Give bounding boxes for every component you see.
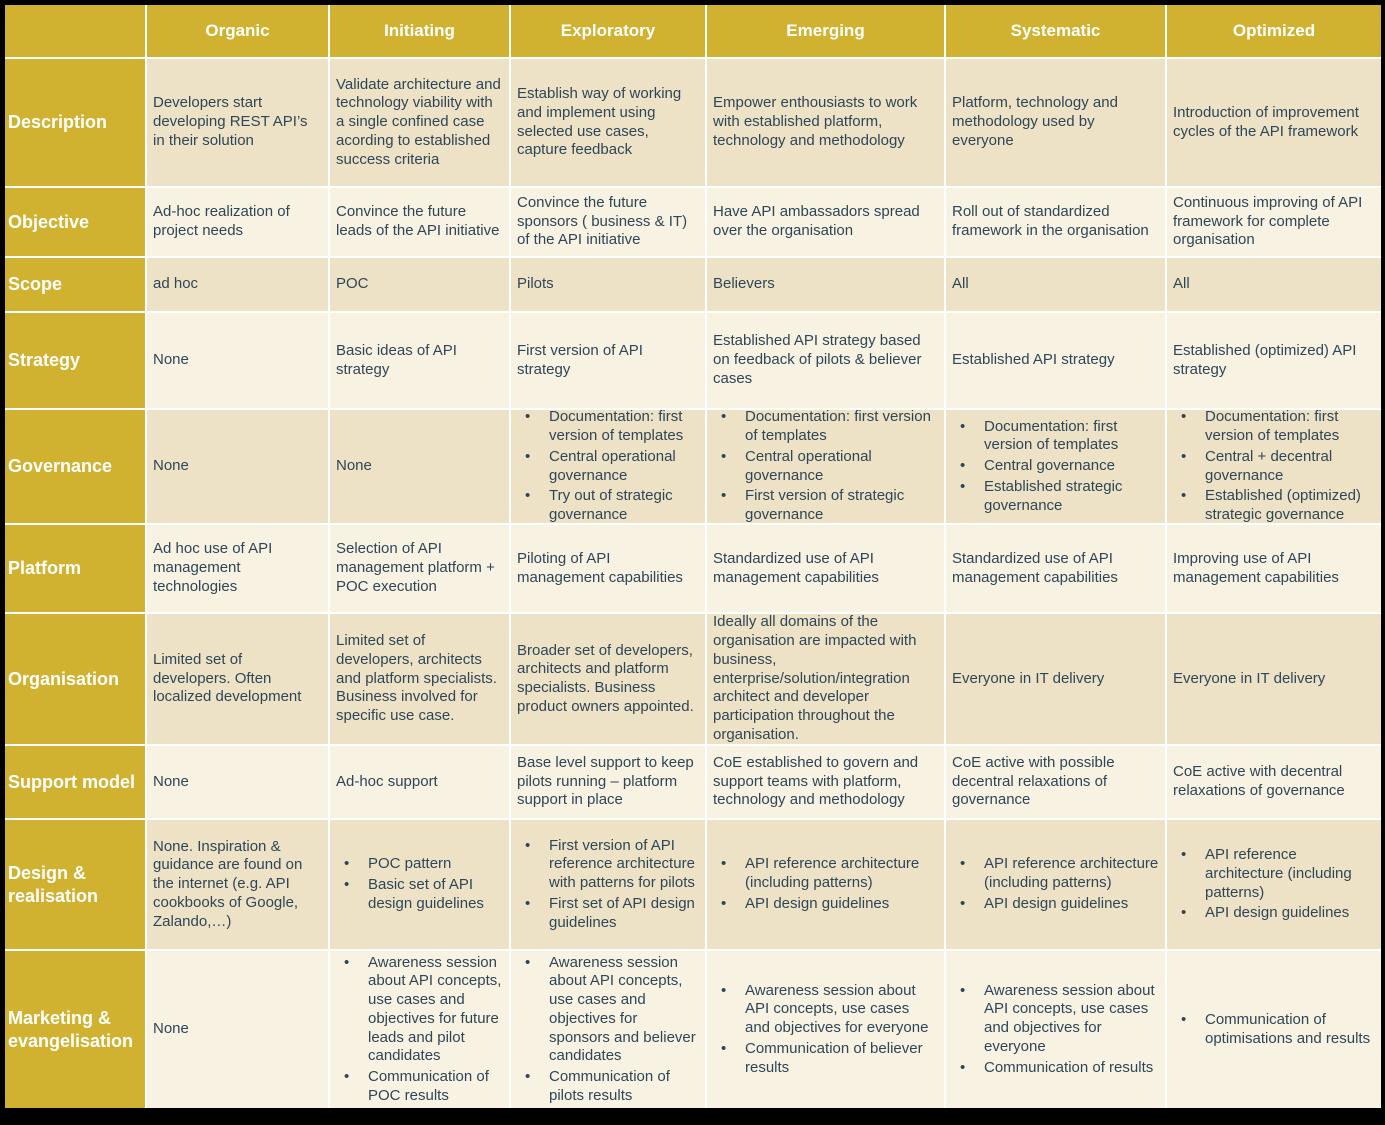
bullet-list [713, 853, 938, 915]
table-cell [511, 951, 705, 1108]
bullet-item: • Central operational governance [517, 448, 699, 486]
bullet-item: • Communication of POC results [336, 1068, 503, 1106]
table-cell [946, 258, 1165, 311]
bullet-item: • Communication of results [952, 1059, 1159, 1078]
corner-cell [5, 5, 145, 57]
cell-text: None [153, 351, 189, 369]
cell-text: Base level support to keep pilots running – platform support in place [517, 753, 694, 809]
table-cell [707, 313, 944, 408]
cell-text: Limited set of developers, architects and platform specialists. Business involved for specific use case. [336, 632, 497, 725]
table-cell [330, 820, 509, 949]
table-cell [1167, 313, 1381, 408]
table-cell [511, 188, 705, 256]
bullet-item: • API reference architecture (including patterns) [713, 855, 938, 893]
bullet-list [336, 952, 503, 1108]
row-header-objective: Objective [5, 188, 145, 256]
table-cell [147, 951, 328, 1108]
bullet-item: • Basic set of API design guidelines [336, 876, 503, 914]
cell-text: Limited set of developers. Often localized development [153, 650, 302, 706]
cell-text: Developers start developing REST API’s in their solution [153, 94, 308, 149]
row-header-marketing-evangelisation: Marketing & evangelisation [5, 951, 145, 1108]
table-cell [330, 746, 509, 818]
cell-text: Improving use of API management capabilities [1173, 549, 1339, 586]
bullet-item: • API design guidelines [952, 895, 1159, 914]
bullet-list [336, 853, 503, 915]
cell-text: Roll out of standardized framework in the organisation [952, 203, 1149, 239]
bullet-item: • Awareness session about API concepts, use cases and objectives for sponsors and believer candidates [517, 954, 699, 1067]
bullet-item: • Established strategic governance [952, 478, 1159, 516]
row-header-design-realisation: Design & realisation [5, 820, 145, 949]
cell-text: Established (optimized) API strategy [1173, 341, 1357, 378]
bullet-item: • API design guidelines [1173, 904, 1375, 923]
cell-text: None [153, 1020, 189, 1038]
table-cell [946, 951, 1165, 1108]
bullet-item: • Try out of strategic governance [517, 487, 699, 523]
table-cell [946, 410, 1165, 523]
cell-text: Established API strategy based on feedback of pilots & believer cases [713, 332, 922, 387]
bullet-item: • First version of API reference architecture with patterns for pilots [517, 837, 699, 893]
table-cell [147, 188, 328, 256]
bullet-item: • Awareness session about API concepts, use cases and objectives for future leads and pilot candidates [336, 954, 503, 1067]
table-cell [1167, 525, 1381, 612]
bullet-item: • Established (optimized) strategic governance [1173, 487, 1375, 523]
cell-text: Established API strategy [952, 351, 1115, 369]
cell-text: CoE established to govern and support teams with platform, technology and methodology [713, 753, 919, 809]
table-cell [707, 410, 944, 523]
row-header-support-model: Support model [5, 746, 145, 818]
table-cell [1167, 258, 1381, 311]
table-cell [330, 525, 509, 612]
column-header-initiating: Initiating [330, 5, 509, 57]
bullet-item: • First set of API design guidelines [517, 895, 699, 933]
bullet-item: • Communication of pilots results [517, 1068, 699, 1106]
bullet-item: • POC pattern [336, 855, 503, 874]
bullet-item: • Communication of optimisations and results [1173, 1011, 1375, 1049]
table-cell [330, 188, 509, 256]
bullet-item: • Central governance [952, 457, 1159, 476]
column-header-optimized: Optimized [1167, 5, 1381, 57]
cell-text: Basic ideas of API strategy [336, 341, 457, 378]
table-cell [330, 951, 509, 1108]
cell-text: Convince the future sponsors ( business & IT) of the API initiative [517, 193, 688, 249]
table-cell [511, 258, 705, 311]
cell-text: Piloting of API management capabilities [517, 549, 683, 586]
table-cell [1167, 820, 1381, 949]
cell-text: All [952, 275, 969, 293]
table-cell [511, 410, 705, 523]
bullet-list [1173, 1009, 1375, 1051]
table-cell [707, 258, 944, 311]
bullet-list [517, 410, 699, 523]
row-header-strategy: Strategy [5, 313, 145, 408]
table-cell [707, 59, 944, 186]
cell-text: None [153, 772, 189, 790]
bullet-list [713, 410, 938, 523]
bullet-item: • Communication of believer results [713, 1040, 938, 1078]
cell-text: Everyone in IT delivery [952, 669, 1105, 687]
cell-text: All [1173, 275, 1190, 293]
cell-text: Pilots [517, 275, 554, 293]
cell-text: None [336, 457, 372, 475]
bullet-item: • Documentation: first version of templates [1173, 410, 1375, 446]
table-cell [707, 951, 944, 1108]
cell-text: Ad-hoc realization of project needs [153, 203, 290, 239]
cell-text: Ad-hoc support [336, 772, 438, 790]
table-cell [330, 614, 509, 744]
bullet-item: • Documentation: first version of templates [517, 410, 699, 446]
cell-text: Standardized use of API management capabilities [713, 549, 879, 586]
table-cell [147, 313, 328, 408]
cell-text: Broader set of developers, architects and platform specialists. Business product owners appointed. [517, 641, 694, 715]
table-cell [707, 614, 944, 744]
table-cell [511, 820, 705, 949]
table-cell [1167, 410, 1381, 523]
table-cell [946, 746, 1165, 818]
table-cell [330, 59, 509, 186]
api-maturity-table [5, 5, 1381, 1108]
row-header-description: Description [5, 59, 145, 186]
table-cell [946, 820, 1165, 949]
table-cell [147, 614, 328, 744]
row-header-governance: Governance [5, 410, 145, 523]
row-header-scope: Scope [5, 258, 145, 311]
row-header-organisation: Organisation [5, 614, 145, 744]
column-header-emerging: Emerging [707, 5, 944, 57]
cell-text: CoE active with possible decentral relaxations of governance [952, 753, 1115, 809]
table-cell [511, 525, 705, 612]
cell-text: Ad hoc use of API management technologies [153, 540, 273, 595]
bullet-list [517, 952, 699, 1108]
table-cell [707, 746, 944, 818]
table-cell [511, 313, 705, 408]
cell-text: None [153, 457, 189, 475]
bullet-list [1173, 844, 1375, 925]
table-cell [147, 525, 328, 612]
cell-text: Continuous improving of API framework for complete organisation [1173, 193, 1363, 249]
table-cell [707, 188, 944, 256]
cell-text: Everyone in IT delivery [1173, 669, 1326, 687]
bullet-list [952, 416, 1159, 518]
table-cell [147, 59, 328, 186]
cell-text: Ideally all domains of the organisation are impacted with business, enterprise/solution/integration architect and developer participation throughout the organisation. [713, 614, 917, 743]
cell-text: Believers [713, 275, 775, 293]
cell-text: Selection of API management platform + POC execution [336, 540, 495, 595]
bullet-item: • Documentation: first version of templates [713, 410, 938, 446]
cell-text: None. Inspiration & guidance are found on the internet (e.g. API cookbooks of Google, Zalando,…) [153, 837, 303, 930]
bullet-list [517, 835, 699, 935]
cell-text: Have API ambassadors spread over the organisation [713, 203, 920, 239]
bullet-item: • Awareness session about API concepts, use cases and objectives for everyone [713, 982, 938, 1038]
bullet-list [1173, 410, 1375, 523]
cell-text: Introduction of improvement cycles of the API framework [1173, 103, 1359, 140]
cell-text: First version of API strategy [517, 341, 643, 378]
cell-text: Empower enthousiasts to work with established platform, technology and methodology [713, 94, 918, 149]
table-cell [147, 746, 328, 818]
cell-text: Standardized use of API management capabilities [952, 549, 1118, 586]
column-header-exploratory: Exploratory [511, 5, 705, 57]
bullet-item: • First version of strategic governance [713, 487, 938, 523]
row-header-platform: Platform [5, 525, 145, 612]
table-cell [1167, 188, 1381, 256]
column-header-systematic: Systematic [946, 5, 1165, 57]
table-cell [330, 410, 509, 523]
bullet-list [952, 853, 1159, 915]
cell-text: POC [336, 275, 369, 293]
table-cell [1167, 746, 1381, 818]
table-cell [946, 525, 1165, 612]
table-cell [330, 313, 509, 408]
bullet-item: • API reference architecture (including patterns) [952, 855, 1159, 893]
table-cell [1167, 951, 1381, 1108]
table-cell [147, 410, 328, 523]
bullet-item: • Central + decentral governance [1173, 448, 1375, 486]
cell-text: Validate architecture and technology viability with a single confined case acording to established success criteria [336, 75, 501, 168]
table-cell [946, 614, 1165, 744]
cell-text: Convince the future leads of the API initiative [336, 203, 500, 239]
table-cell [330, 258, 509, 311]
table-cell [946, 59, 1165, 186]
cell-text: Establish way of working and implement using selected use cases, capture feedback [517, 85, 682, 159]
table-cell [946, 313, 1165, 408]
cell-text: Platform, technology and methodology used by everyone [952, 94, 1118, 149]
table-cell [511, 746, 705, 818]
bullet-item: • Awareness session about API concepts, use cases and objectives for everyone [952, 982, 1159, 1057]
table-cell [707, 820, 944, 949]
table-cell [147, 258, 328, 311]
bullet-item: • Documentation: first version of templates [952, 418, 1159, 456]
table-cell [1167, 614, 1381, 744]
table-cell [946, 188, 1165, 256]
cell-text: CoE active with decentral relaxations of governance [1173, 763, 1345, 799]
bullet-item: • API reference architecture (including patterns) [1173, 846, 1375, 902]
cell-text: ad hoc [153, 275, 199, 293]
table-cell [147, 820, 328, 949]
bullet-item: • Central operational governance [713, 448, 938, 486]
bullet-list [713, 980, 938, 1080]
table-cell [511, 59, 705, 186]
table-cell [511, 614, 705, 744]
bullet-item: • API design guidelines [713, 895, 938, 914]
table-cell [707, 525, 944, 612]
column-header-organic: Organic [147, 5, 328, 57]
table-cell [1167, 59, 1381, 186]
bullet-list [952, 980, 1159, 1080]
